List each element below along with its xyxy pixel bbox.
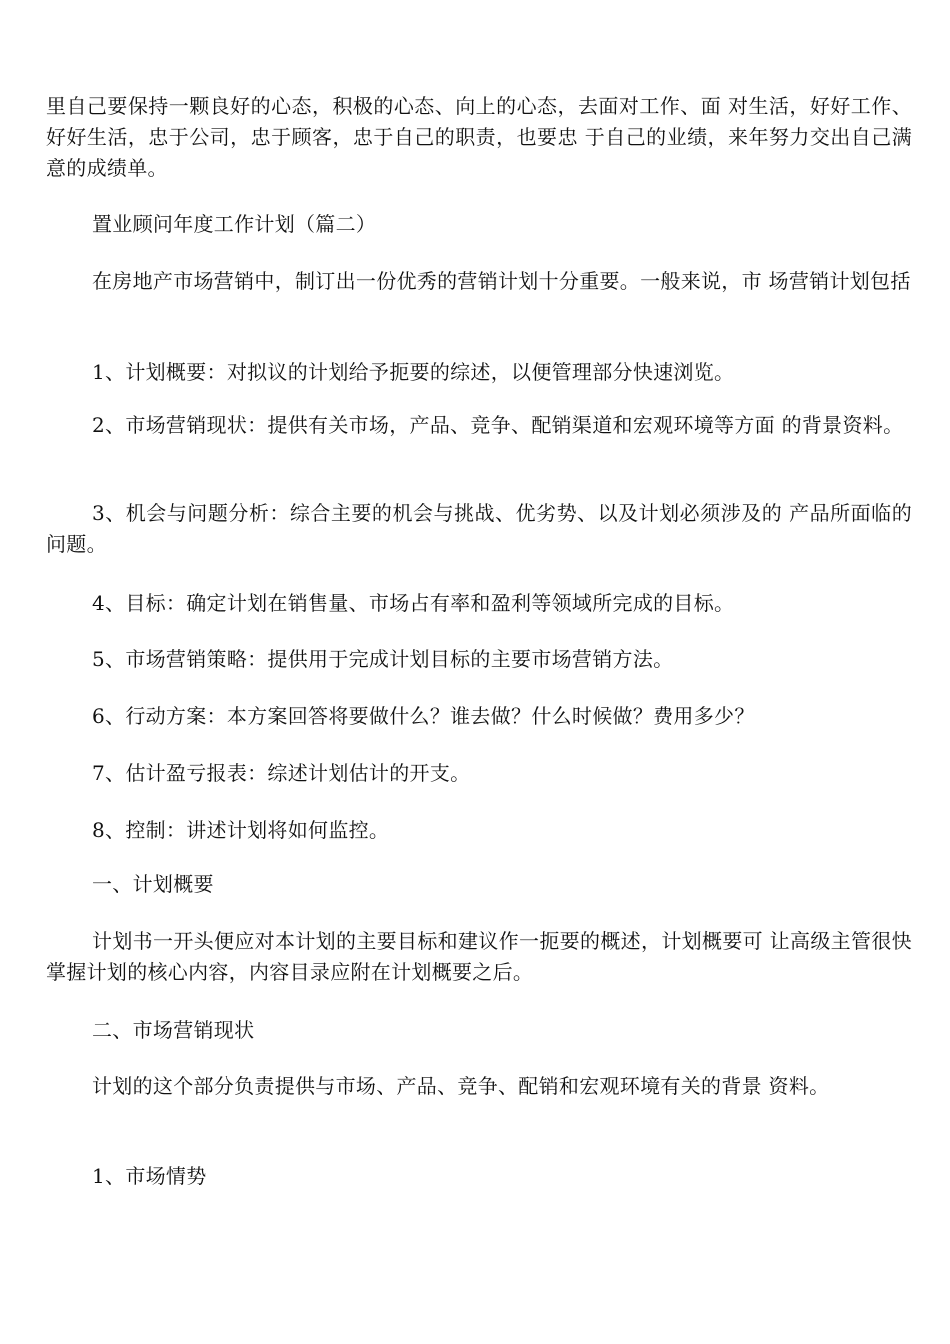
list-item-3: 3、机会与问题分析：综合主要的机会与挑战、优劣势、以及计划必须涉及的 产品所面临的问题。 [46,501,912,556]
paragraph-intro: 在房地产市场营销中，制订出一份优秀的营销计划十分重要。一般来说，市 场营销计划包括 [92,269,911,293]
heading-market-situation: 1、市场情势 [92,1164,207,1188]
heading-market-status: 二、市场营销现状 [92,1018,255,1042]
list-item-2: 2、市场营销现状：提供有关市场，产品、竞争、配销渠道和宏观环境等方面 的背景资料。 [92,413,904,437]
list-item-8: 8、控制：讲述计划将如何监控。 [92,818,390,842]
list-item-6: 6、行动方案：本方案回答将要做什么？谁去做？什么时候做？费用多少？ [92,704,755,728]
paragraph-continuation: 里自己要保持一颗良好的心态，积极的心态、向上的心态，去面对工作、面 对生活，好好工作、好好生活，忠于公司，忠于顾客，忠于自己的职责，也要忠 于自己的业绩，来年努力交出自己满意的成绩单。 [46,94,912,180]
list-item-1: 1、计划概要：对拟议的计划给予扼要的综述，以便管理部分快速浏览。 [92,360,735,384]
paragraph-market-status: 计划的这个部分负责提供与市场、产品、竞争、配销和宏观环境有关的背景 资料。 [92,1074,830,1098]
list-item-7: 7、估计盈亏报表：综述计划估计的开支。 [92,761,471,785]
heading-plan-summary: 一、计划概要 [92,872,214,896]
paragraph-plan-summary: 计划书一开头便应对本计划的主要目标和建议作一扼要的概述，计划概要可 让高级主管很快掌握计划的核心内容，内容目录应附在计划概要之后。 [46,929,912,984]
list-item-5: 5、市场营销策略：提供用于完成计划目标的主要市场营销方法。 [92,647,674,671]
list-item-4: 4、目标：确定计划在销售量、市场占有率和盈利等领域所完成的目标。 [92,591,735,615]
section-title-part-two: 置业顾问年度工作计划（篇二） [92,212,377,236]
